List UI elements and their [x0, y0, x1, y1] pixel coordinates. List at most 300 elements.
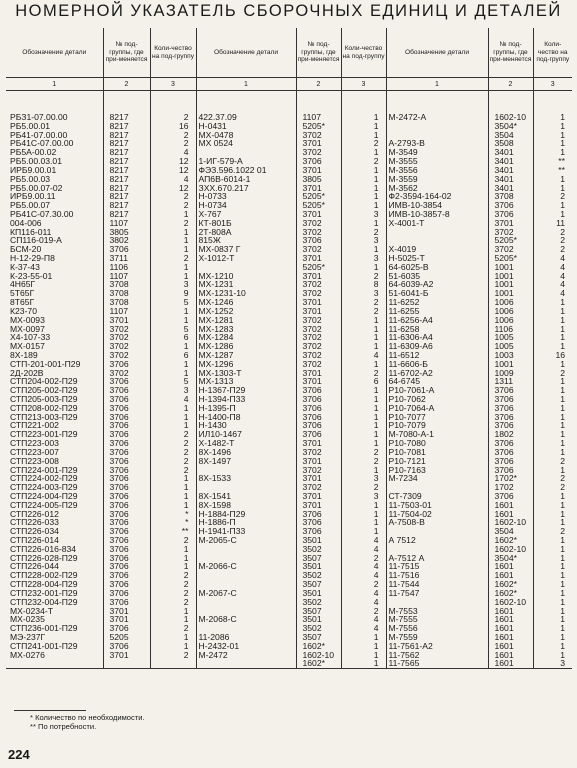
subgroup-number: 3501 [296, 562, 341, 571]
table-row [6, 448, 572, 457]
quantity: 1 [150, 615, 196, 624]
quantity: 1 [533, 122, 572, 131]
table-row [6, 210, 572, 219]
part-designation [386, 131, 488, 140]
column-number: 1 [6, 78, 103, 91]
subgroup-number: 1601 [488, 633, 533, 642]
part-designation: СТП223-008 [10, 456, 59, 466]
subgroup-number: 1601 [488, 562, 533, 571]
quantity: 1 [341, 439, 386, 448]
quantity: 1 [533, 448, 572, 457]
quantity: 4 [533, 289, 572, 298]
quantity: 2 [341, 457, 386, 466]
part-designation: М-2067-С [196, 589, 296, 598]
subgroup-number: 3702 [488, 245, 533, 254]
subgroup-number: 3706 [103, 466, 150, 475]
subgroup-number: 1602* [296, 659, 341, 668]
header-group: № под-группы, где при-меняется [296, 28, 341, 78]
subgroup-number: 3706 [296, 395, 341, 404]
table-row [6, 254, 572, 263]
quantity: 4 [341, 615, 386, 624]
subgroup-number: 1311 [488, 377, 533, 386]
part-designation: МХ-1313 [196, 377, 296, 386]
quantity: 2 [150, 219, 196, 228]
subgroup-number: 3701 [103, 607, 150, 616]
part-designation: Р10-7077 [386, 413, 488, 422]
subgroup-number: 3401 [488, 166, 533, 175]
quantity: 12 [150, 166, 196, 175]
subgroup-number: 3501 [296, 536, 341, 545]
subgroup-number: 1107 [103, 307, 150, 316]
part-designation: 11-6252 [386, 298, 488, 307]
subgroup-number: 3702 [103, 342, 150, 351]
quantity: 1 [533, 651, 572, 660]
quantity: 3 [341, 210, 386, 219]
header-qty: Коли-чество на под-группу [341, 28, 386, 78]
part-designation: СТП232-004-П29 [10, 597, 78, 607]
quantity: 2 [341, 369, 386, 378]
table-row [6, 562, 572, 571]
part-designation: СТП224-001-П29 [10, 465, 78, 475]
quantity: 1 [341, 113, 386, 122]
subgroup-number: 1001 [488, 289, 533, 298]
quantity: 1 [533, 536, 572, 545]
subgroup-number: 3706 [103, 589, 150, 598]
footnote: ** По потребности. [30, 722, 97, 731]
quantity: 3 [341, 236, 386, 245]
subgroup-number: 1001 [488, 360, 533, 369]
table-row [6, 651, 572, 660]
part-designation: МХ-1246 [196, 298, 296, 307]
table-row [6, 430, 572, 439]
column-number: 1 [386, 78, 488, 91]
table-row [6, 113, 572, 122]
subgroup-number: 1802 [488, 430, 533, 439]
quantity: 1 [150, 272, 196, 281]
quantity: 3 [341, 254, 386, 263]
part-designation: СТП224-005-П29 [10, 500, 78, 510]
part-designation: А-2793-В [386, 139, 488, 148]
part-designation: Н-0733 [196, 192, 296, 201]
quantity: ** [533, 166, 572, 175]
subgroup-number: 1602* [488, 589, 533, 598]
part-designation: МХ-0234-Т [10, 606, 53, 616]
quantity: 2 [533, 192, 572, 201]
quantity: 2 [150, 580, 196, 589]
quantity: * [150, 518, 196, 527]
subgroup-number: 3702 [296, 228, 341, 237]
subgroup-number: 8217 [103, 113, 150, 122]
quantity: 4 [533, 263, 572, 272]
quantity: 2 [341, 580, 386, 589]
quantity: 1 [341, 263, 386, 272]
part-designation: 422.37.09 [196, 113, 296, 122]
quantity: 1 [341, 342, 386, 351]
quantity: 1 [150, 545, 196, 554]
part-designation: Р10-7121 [386, 457, 488, 466]
quantity: 4 [533, 254, 572, 263]
subgroup-number: 1107 [103, 272, 150, 281]
quantity: 1 [341, 192, 386, 201]
subgroup-number: 3706 [488, 210, 533, 219]
subgroup-number: 1601 [488, 571, 533, 580]
table-row [6, 510, 572, 519]
subgroup-number: 3702 [296, 483, 341, 492]
quantity: 2 [150, 139, 196, 148]
quantity: 5 [150, 377, 196, 386]
subgroup-number: 3706 [103, 430, 150, 439]
subgroup-number: 3701 [296, 272, 341, 281]
quantity: 1 [150, 404, 196, 413]
quantity: 4 [341, 571, 386, 580]
quantity: 2 [341, 448, 386, 457]
part-designation: ИРБ9.00.01 [10, 165, 57, 175]
subgroup-number: 3702 [296, 148, 341, 157]
subgroup-number: 3706 [488, 201, 533, 210]
quantity: ** [150, 527, 196, 536]
subgroup-number: 3501 [296, 589, 341, 598]
subgroup-number: 3706 [103, 492, 150, 501]
subgroup-number: 3708 [103, 298, 150, 307]
quantity: 1 [341, 245, 386, 254]
subgroup-number: 3507 [296, 607, 341, 616]
quantity: 1 [533, 113, 572, 122]
part-designation [386, 483, 488, 492]
quantity: 1 [533, 439, 572, 448]
subgroup-number: 1107 [296, 113, 341, 122]
quantity: 3 [150, 386, 196, 395]
part-designation: МХ-1303-Т [196, 369, 296, 378]
subgroup-number: 3706 [488, 395, 533, 404]
quantity: 5 [150, 298, 196, 307]
part-designation: МХ-1281 [196, 316, 296, 325]
quantity: 2 [150, 430, 196, 439]
table-row [6, 395, 572, 404]
table-row [6, 289, 572, 298]
part-designation: СТП224-003-П29 [10, 483, 78, 492]
subgroup-number: 8217 [103, 131, 150, 140]
quantity: 2 [150, 192, 196, 201]
subgroup-number: 3702 [296, 466, 341, 475]
quantity: 2 [150, 448, 196, 457]
subgroup-number: 3504 [488, 527, 533, 536]
part-designation: Х4-107-33 [10, 333, 51, 343]
part-designation: Н-12-29-П8 [10, 254, 55, 263]
subgroup-number: 3702 [296, 325, 341, 334]
part-designation: Х-1482-Т [196, 439, 296, 448]
table-row [6, 633, 572, 642]
quantity: 1 [341, 659, 386, 668]
part-designation: Х-1012-Т [196, 254, 296, 263]
quantity: 1 [533, 210, 572, 219]
part-designation: Р10-7081 [386, 448, 488, 457]
part-designation: СТП228-004-П29 [10, 580, 78, 589]
quantity: 1 [533, 518, 572, 527]
table-row [6, 413, 572, 422]
quantity: 16 [533, 351, 572, 360]
part-designation: 2Д-202В [10, 368, 44, 378]
part-designation: 11-7562 [386, 651, 488, 660]
table-row [6, 245, 572, 254]
quantity: 1 [150, 236, 196, 245]
part-designation: МХ-0093 [10, 315, 45, 325]
part-designation: 11-6309-А6 [386, 342, 488, 351]
subgroup-number: 3706 [103, 245, 150, 254]
subgroup-number: 3502 [296, 624, 341, 633]
table-row [6, 184, 572, 193]
part-designation: МХ-0157 [10, 342, 45, 351]
part-designation: 004-006 [10, 218, 42, 228]
part-designation: МХ-0837 Г [196, 245, 296, 254]
quantity: 2 [533, 483, 572, 492]
subgroup-number: 3701 [488, 219, 533, 228]
quantity: 3 [341, 492, 386, 501]
table-row [6, 527, 572, 536]
quantity: 2 [150, 598, 196, 607]
subgroup-number: 3701 [296, 439, 341, 448]
part-designation: 5Т65Г [10, 289, 35, 299]
quantity: 1 [341, 201, 386, 210]
subgroup-number: 1107 [103, 219, 150, 228]
table-row [6, 624, 572, 633]
part-designation: РБ5.00.07 [10, 201, 51, 210]
quantity: 2 [341, 272, 386, 281]
subgroup-number: 3702 [103, 351, 150, 360]
part-designation: СТП226-016-834 [10, 544, 77, 554]
subgroup-number: 1602* [488, 536, 533, 545]
table-row [6, 236, 572, 245]
subgroup-number: 3706 [103, 404, 150, 413]
quantity: 1 [341, 166, 386, 175]
subgroup-number: 3706 [103, 395, 150, 404]
part-designation: МХ-1210 [196, 272, 296, 281]
part-designation: СТП226-044 [10, 562, 59, 572]
part-designation: 11-6606-Б [386, 360, 488, 369]
quantity: 1 [533, 298, 572, 307]
part-designation: МХ-1287 [196, 351, 296, 360]
part-designation: М-3562 [386, 184, 488, 193]
quantity: 2 [533, 527, 572, 536]
part-designation [196, 483, 296, 492]
quantity: 1 [533, 377, 572, 386]
quantity: 1 [150, 307, 196, 316]
subgroup-number: 3706 [488, 413, 533, 422]
subgroup-number: 3706 [103, 501, 150, 510]
part-designation: МХ-1286 [196, 342, 296, 351]
part-designation: ИМВ-10-3857-8 [386, 210, 488, 219]
column-number-row [6, 78, 572, 91]
part-designation: 11-7515 [386, 562, 488, 571]
part-designation: 11-7504-02 [386, 510, 488, 519]
quantity: 1 [533, 642, 572, 651]
quantity: 12 [150, 157, 196, 166]
quantity: 1 [341, 131, 386, 140]
quantity: 2 [150, 589, 196, 598]
part-designation: М-7553 [386, 607, 488, 616]
subgroup-number: 1601 [488, 510, 533, 519]
subgroup-number: 3702 [103, 325, 150, 334]
part-designation: КТ-801Б [196, 219, 296, 228]
part-designation: Н-1886-П [196, 518, 296, 527]
subgroup-number: 3701 [103, 615, 150, 624]
quantity: 1 [341, 360, 386, 369]
table-row [6, 501, 572, 510]
table-row [6, 545, 572, 554]
table-row [6, 192, 572, 201]
subgroup-number: 3702 [296, 131, 341, 140]
subgroup-number: 3706 [103, 554, 150, 563]
part-designation: 1-ИГ-579-А [196, 157, 296, 166]
subgroup-number: 1602-10 [488, 545, 533, 554]
subgroup-number: 3706 [488, 457, 533, 466]
subgroup-number: 1005 [488, 333, 533, 342]
subgroup-number: 1602* [488, 580, 533, 589]
subgroup-number: 8217 [103, 148, 150, 157]
subgroup-number: 3706 [103, 642, 150, 651]
subgroup-number: 8217 [103, 175, 150, 184]
quantity: 1 [533, 580, 572, 589]
quantity [150, 659, 196, 668]
table-row [6, 607, 572, 616]
subgroup-number: 3706 [296, 236, 341, 245]
page-number: 224 [8, 747, 30, 762]
subgroup-number: 3706 [103, 571, 150, 580]
part-designation: А 7512 [386, 536, 488, 545]
part-designation: СТП208-002-П29 [10, 403, 78, 413]
quantity: 1 [341, 122, 386, 131]
quantity: 1 [150, 360, 196, 369]
part-designation: ИЛ10-1467 [196, 430, 296, 439]
subgroup-number: 1006 [488, 316, 533, 325]
quantity: 1 [533, 131, 572, 140]
part-designation: 11-7547 [386, 589, 488, 598]
table-row [6, 457, 572, 466]
part-designation: РБЗ1-07.00.00 [10, 113, 68, 122]
part-designation: М-7080-А-1 [386, 430, 488, 439]
quantity: 16 [150, 122, 196, 131]
part-designation: 64-6025-В [386, 263, 488, 272]
quantity: 1 [533, 571, 572, 580]
subgroup-number: 3706 [103, 421, 150, 430]
subgroup-number: 8217 [103, 139, 150, 148]
part-designation: М-7559 [386, 633, 488, 642]
part-designation: Х-4019 [386, 245, 488, 254]
subgroup-number: 1601 [488, 642, 533, 651]
part-designation: А-7508-В [386, 518, 488, 527]
part-designation: 11-6306-А4 [386, 333, 488, 342]
column-number: 3 [533, 78, 572, 91]
subgroup-number: 3702 [296, 448, 341, 457]
quantity: 1 [533, 624, 572, 633]
part-designation: Р10-7163 [386, 466, 488, 475]
subgroup-number: 5205* [488, 254, 533, 263]
subgroup-number: 3504 [488, 131, 533, 140]
part-designation: 11-7561-А2 [386, 642, 488, 651]
part-designation: МХ-1283 [196, 325, 296, 334]
table-row [6, 369, 572, 378]
part-designation: 64-6745 [386, 377, 488, 386]
part-designation: М-3555 [386, 157, 488, 166]
subgroup-number: 3701 [296, 298, 341, 307]
part-designation: Р10-7079 [386, 421, 488, 430]
part-designation: СТП224-002-П29 [10, 474, 78, 484]
subgroup-number: 3401 [488, 148, 533, 157]
table-row [6, 219, 572, 228]
subgroup-number: 3706 [103, 510, 150, 519]
part-designation: 8Х-1533 [196, 474, 296, 483]
subgroup-number: 3706 [296, 510, 341, 519]
subgroup-number: 3702 [103, 369, 150, 378]
part-designation: Н-1941-П33 [196, 527, 296, 536]
quantity: 1 [533, 562, 572, 571]
subgroup-number: 3805 [296, 175, 341, 184]
part-designation: Р10-7080 [386, 439, 488, 448]
part-designation: СТП236-001-П29 [10, 624, 78, 633]
part-designation: СТП-201-001-П29 [10, 359, 81, 369]
subgroup-number: 5205* [296, 192, 341, 201]
quantity: 3 [341, 289, 386, 298]
subgroup-number: 3702 [296, 351, 341, 360]
subgroup-number: 3706 [488, 404, 533, 413]
quantity: 1 [533, 386, 572, 395]
subgroup-number: 5205 [103, 633, 150, 642]
part-designation: СТП226-012 [10, 509, 59, 519]
subgroup-number: 8217 [103, 192, 150, 201]
table-row [6, 571, 572, 580]
subgroup-number: 3702 [296, 360, 341, 369]
quantity: 1 [341, 642, 386, 651]
quantity: 1 [533, 201, 572, 210]
quantity: 2 [150, 466, 196, 475]
table-row [6, 122, 572, 131]
part-designation: МХ-1231 [196, 280, 296, 289]
quantity: 2 [150, 439, 196, 448]
subgroup-number: 3702 [488, 228, 533, 237]
quantity: 12 [150, 184, 196, 193]
subgroup-number: 8217 [103, 184, 150, 193]
quantity: 1 [341, 395, 386, 404]
quantity: 4 [341, 536, 386, 545]
subgroup-number: 3701 [296, 139, 341, 148]
subgroup-number: 3706 [103, 377, 150, 386]
subgroup-number: 3701 [296, 474, 341, 483]
quantity: 1 [533, 360, 572, 369]
part-designation: СТП226-033 [10, 518, 59, 528]
subgroup-number: 3706 [103, 483, 150, 492]
quantity: 1 [150, 554, 196, 563]
subgroup-number: 3706 [103, 518, 150, 527]
part-designation: Х-4001-Т [386, 219, 488, 228]
table-row [6, 536, 572, 545]
part-designation: 11-7565 [386, 659, 488, 668]
part-designation: 8Х-1541 [196, 492, 296, 501]
footnote-rule [14, 710, 86, 711]
footnotes [30, 713, 145, 731]
quantity: 1 [341, 633, 386, 642]
part-designation [196, 624, 296, 633]
quantity: 1 [150, 483, 196, 492]
subgroup-number: 1702 [488, 483, 533, 492]
subgroup-number: 3701 [296, 492, 341, 501]
quantity: 1 [341, 501, 386, 510]
quantity: 1 [341, 219, 386, 228]
part-designation: РБ5.00.01 [10, 121, 51, 131]
part-designation: Р10-7062 [386, 395, 488, 404]
part-designation: 11-6512 [386, 351, 488, 360]
part-designation: 8Х-1496 [196, 448, 296, 457]
subgroup-number: 3706 [296, 527, 341, 536]
quantity: 1 [341, 386, 386, 395]
